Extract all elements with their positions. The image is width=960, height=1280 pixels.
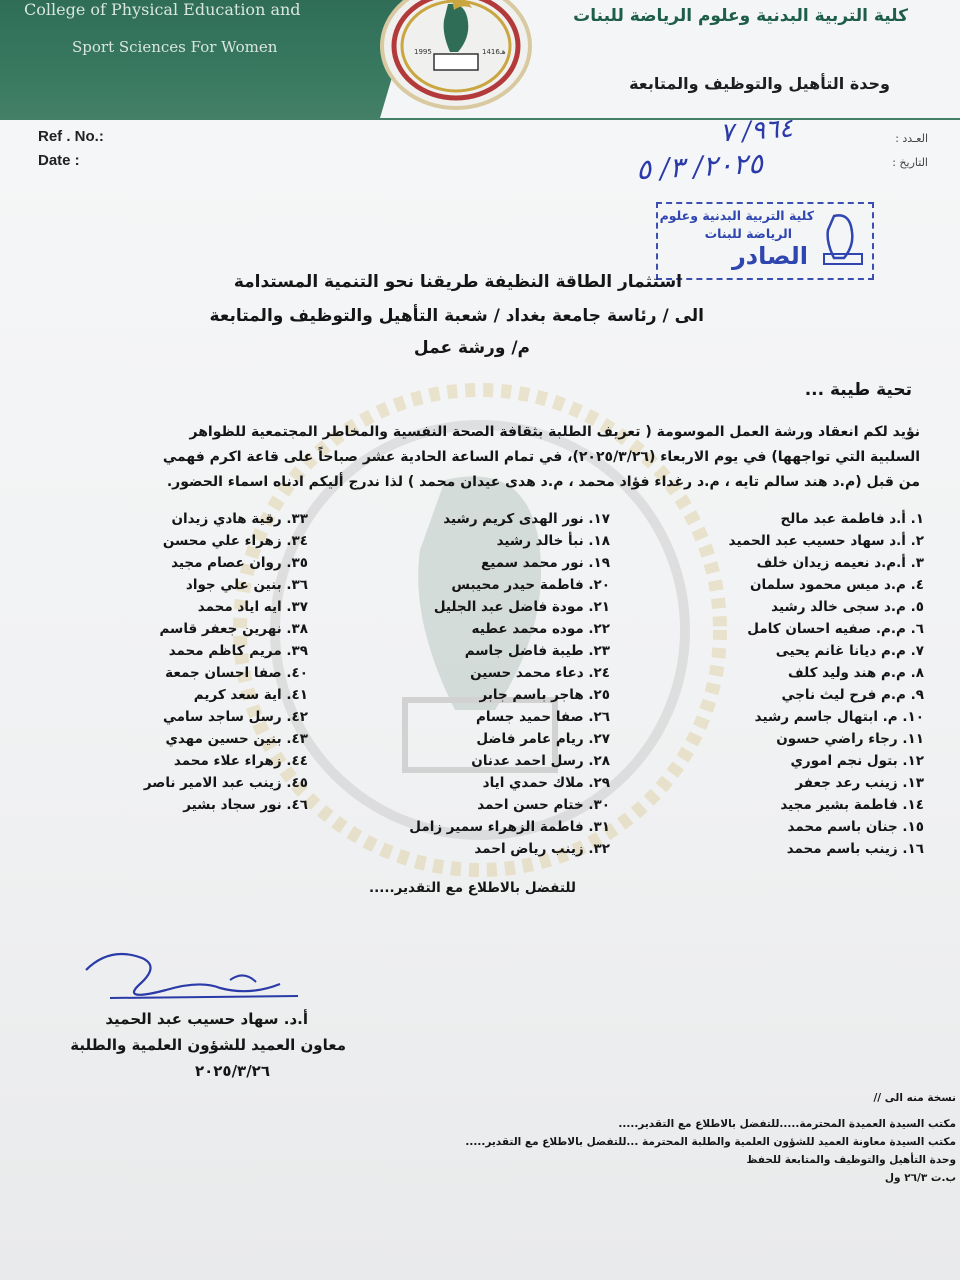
attendee-item: ٣٨. نهرين جعفر قاسم <box>159 621 308 637</box>
copies-line3: وحدة التأهيل والتوظيف والمتابعة للحفظ <box>746 1154 956 1166</box>
signature-date: ٢٠٢٥/٣/٢٦ <box>194 1062 270 1080</box>
attendee-item: ٤٥. زينب عبد الامير ناصر <box>143 775 308 791</box>
attendee-item: ٦. م.م. صفيه احسان كامل <box>747 621 924 637</box>
letter-paragraph-line2: السلبية التي تواجهها) في يوم الاربعاء (٢٠٢٥/٣/٢٦)، في تمام الساعة الحادية عشر صباحاً على قاعة اكرم فهمي <box>162 449 920 465</box>
attendee-item: ١٨. نبأ خالد رشيد <box>496 533 610 549</box>
ref-date-label: Date : <box>38 152 80 169</box>
attendee-item: ٤٤. زهراء علاء محمد <box>173 753 308 769</box>
attendee-item: ١٣. زينب رعد جعفر <box>795 775 924 791</box>
letter-subject: م/ ورشة عمل <box>413 338 530 358</box>
attendee-item: ٣٦. بنين علي جواد <box>185 577 308 593</box>
attendee-item: ١. أ.د فاطمة عبد مالح <box>780 511 924 527</box>
attendee-item: ٤٠. صفا احسان جمعة <box>165 665 308 681</box>
attendee-item: ٤١. اية سعد كريم <box>193 687 308 703</box>
letter-greeting: تحية طيبة ... <box>804 380 912 400</box>
closing-line: للتفضل بالاطلاع مع التقدير..... <box>368 880 576 896</box>
stamp-emblem-icon <box>820 212 866 266</box>
attendee-item: ٣٣. رقية هادي زيدان <box>171 511 308 527</box>
ar-date-label: التاريخ : <box>892 156 928 169</box>
attendee-item: ٢٢. موده محمد عطيه <box>471 621 610 637</box>
header-english-line2: Sport Sciences For Women <box>72 38 278 56</box>
attendee-item: ٣٩. مريم كاظم محمد <box>168 643 308 659</box>
handwritten-date: ٢٠٢٥/ ٣/ ٥ <box>635 146 764 187</box>
copies-heading: نسخة منه الى // <box>873 1092 956 1104</box>
attendees-column-1 <box>729 508 924 860</box>
attendee-item: ١٩. نور محمد سميع <box>480 555 610 571</box>
logo-year-right: 1416هـ <box>482 48 506 56</box>
letter-paragraph-line3: من قبل (م.د هند سالم تايه ، م.د رغداء فؤاد محمد ، م.د هدى عيدان محمد ) لذا ندرج أليكم ادناه اسماء الحضور. <box>166 474 920 490</box>
copies-line1: مكتب السيدة العميدة المحترمة.....للتفضل بالاطلاع مع التقدير..... <box>618 1118 956 1130</box>
handwritten-signature <box>80 940 310 1010</box>
attendee-item: ٢٧. ريام عامر فاضل <box>476 731 610 747</box>
attendee-item: ٢٨. رسل احمد عدنان <box>471 753 610 769</box>
ar-number-label: العـدد : <box>895 132 928 145</box>
issued-stamp <box>656 202 874 280</box>
attendee-item: ٣٢. زينب رياض احمد <box>474 841 610 857</box>
attendee-item: ٢. أ.د سهاد حسيب عبد الحميد <box>728 533 924 549</box>
attendee-item: ٤٢. رسل ساجد سامي <box>162 709 308 725</box>
logo-year-left: 1995 <box>414 48 432 56</box>
header-english-line1: College of Physical Education and <box>24 0 301 19</box>
attendee-item: ٧. م.م ديانا غانم يحيى <box>775 643 924 659</box>
attendee-item: ١١. رجاء راضي حسون <box>776 731 924 747</box>
letter-recipient: الى / رئاسة جامعة بغداد / شعبة التأهيل والتوظيف والمتابعة <box>209 306 704 326</box>
attendee-item: ٣٥. روان عصام مجيد <box>171 555 308 571</box>
attendee-item: ٥. م.د سجى خالد رشيد <box>771 599 924 615</box>
attendee-item: ١٠. م. ابتهال جاسم رشيد <box>754 709 924 725</box>
college-logo <box>378 0 534 112</box>
attendee-item: ٢٣. طيبة فاضل جاسم <box>464 643 610 659</box>
attendee-item: ٢٠. فاطمة حيدر محيبس <box>451 577 610 593</box>
attendee-item: ٢٩. ملاك حمدي اياد <box>482 775 610 791</box>
attendee-item: ٢٤. دعاء محمد حسين <box>470 665 610 681</box>
copies-line4: ب.ت ٢٦/٣ ول <box>884 1172 956 1184</box>
attendee-item: ٣٧. ايه اياد محمد <box>197 599 308 615</box>
signatory-name: أ.د. سهاد حسيب عبد الحميد <box>105 1010 308 1028</box>
attendee-item: ٩. م.م فرح ليث ناجي <box>781 687 924 703</box>
attendee-item: ٤٦. نور سجاد بشير <box>183 797 308 813</box>
copies-line2: مكتب السيدة معاونة العميد للشؤون العلمية والطلبة المحترمة ...للتفضل بالاطلاع مع التقدير..... <box>465 1136 956 1148</box>
signatory-title: معاون العميد للشؤون العلمية والطلبة <box>70 1036 346 1054</box>
attendees-column-3 <box>144 508 308 816</box>
attendee-item: ٣٠. ختام حسن احمد <box>477 797 610 813</box>
attendee-item: ٢١. مودة فاضل عبد الجليل <box>433 599 610 615</box>
header-arabic-unit: وحدة التأهيل والتوظيف والمتابعة <box>629 74 890 93</box>
attendee-item: ١٢. بتول نجم اموري <box>790 753 924 769</box>
attendee-item: ٢٥. هاجر باسم جابر <box>479 687 610 703</box>
attendee-item: ٣١. فاطمة الزهراء سمير زامل <box>409 819 610 835</box>
ref-number-label: Ref . No.: <box>38 128 104 145</box>
attendees-column-2 <box>409 508 610 860</box>
attendee-item: ٢٦. صفا حميد جسام <box>475 709 610 725</box>
header-arabic-college: كلية التربية البدنية وعلوم الرياضة للبنات <box>573 6 908 26</box>
handwritten-number: ٩٦٤/ ٧ <box>719 113 794 149</box>
letter-paragraph-line1: نؤيد لكم انعقاد ورشة العمل الموسومة ( تعريف الطلبة بثقافة الصحة النفسية والمخاطر المجتمعية للظواهر <box>189 424 920 440</box>
attendee-item: ٤٣. بنين حسين مهدي <box>165 731 308 747</box>
attendee-item: ١٧. نور الهدى كريم رشيد <box>443 511 610 527</box>
stamp-line1: كلية التربية البدنية وعلوم <box>659 208 814 223</box>
attendee-item: ١٦. زينب باسم محمد <box>786 841 924 857</box>
letter-title: استثمار الطاقة النظيفة طريقنا نحو التنمية المستدامة <box>233 272 682 292</box>
stamp-line2: الرياضة للبنات <box>704 226 792 241</box>
attendee-item: ٤. م.د ميس محمود سلمان <box>749 577 924 593</box>
attendee-item: ٣٤. زهراء علي محسن <box>162 533 308 549</box>
attendee-item: ٨. م.م هند وليد كلف <box>788 665 924 681</box>
attendee-item: ٣. أ.م.د نعيمه زيدان خلف <box>756 555 924 571</box>
stamp-word: الصادر <box>731 242 808 270</box>
attendee-item: ١٥. جنان باسم محمد <box>787 819 924 835</box>
attendee-item: ١٤. فاطمة بشير مجيد <box>780 797 924 813</box>
